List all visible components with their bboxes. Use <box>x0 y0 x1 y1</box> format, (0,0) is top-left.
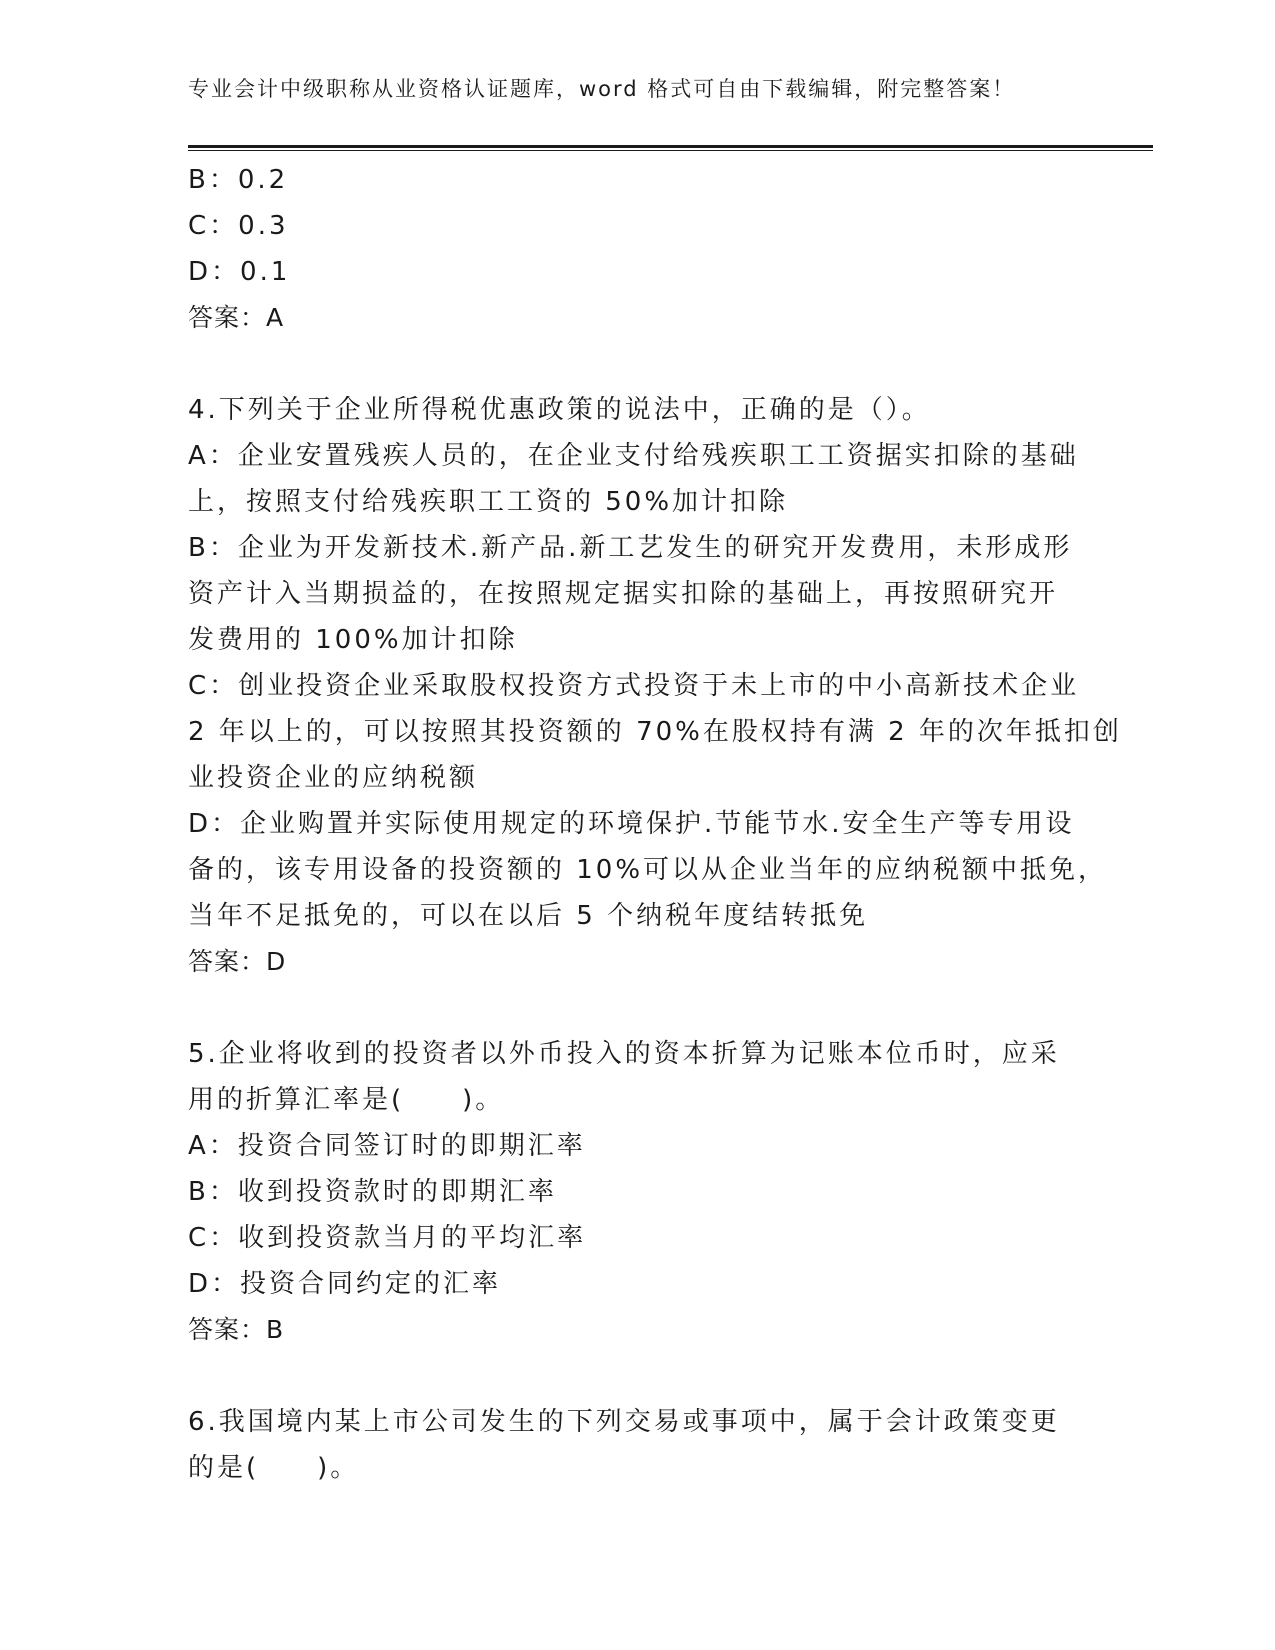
q4-option-d-line-1: D：企业购置并实际使用规定的环境保护.节能节水.安全生产等专用设 <box>188 809 1075 839</box>
q5-option-a: A：投资合同签订时的即期汇率 <box>188 1131 586 1161</box>
q3-answer: 答案：A <box>188 303 285 332</box>
q4-option-a-line-2: 上，按照支付给残疾职工工资的 50%加计扣除 <box>188 487 789 517</box>
q3-option-c: C：0.3 <box>188 211 289 241</box>
q6-stem-line-1: 6.我国境内某上市公司发生的下列交易或事项中，属于会计政策变更 <box>188 1407 1060 1437</box>
q4-option-a-line-1: A：企业安置残疾人员的，在企业支付给残疾职工工资据实扣除的基础 <box>188 441 1079 471</box>
q4-option-c-line-1: C：创业投资企业采取股权投资方式投资于未上市的中小高新技术企业 <box>188 671 1080 701</box>
q5-stem-line-1: 5.企业将收到的投资者以外币投入的资本折算为记账本位币时，应采 <box>188 1039 1060 1069</box>
spacer <box>188 341 1088 387</box>
page-header: 专业会计中级职称从业资格认证题库，word 格式可自由下载编辑，附完整答案！ <box>188 77 1016 101</box>
q5-option-c: C：收到投资款当月的平均汇率 <box>188 1223 587 1253</box>
q3-option-b: B：0.2 <box>188 165 289 195</box>
q4-option-b-line-3: 发费用的 100%加计扣除 <box>188 625 518 655</box>
q4-option-b-line-1: B：企业为开发新技术.新产品.新工艺发生的研究开发费用，未形成形 <box>188 533 1073 563</box>
header-rule-thick <box>188 145 1153 148</box>
q3-option-d: D：0.1 <box>188 257 291 287</box>
q4-option-c-line-2: 2 年以上的，可以按照其投资额的 70%在股权持有满 2 年的次年抵扣创 <box>188 717 1122 747</box>
q5-stem-line-2: 用的折算汇率是( )。 <box>188 1085 505 1115</box>
spacer <box>188 1353 1088 1399</box>
q5-answer: 答案：B <box>188 1315 285 1344</box>
q5-option-d: D：投资合同约定的汇率 <box>188 1269 502 1299</box>
q4-option-c-line-3: 业投资企业的应纳税额 <box>188 763 479 793</box>
q4-option-b-line-2: 资产计入当期损益的，在按照规定据实扣除的基础上，再按照研究开 <box>188 579 1059 609</box>
q4-stem: 4.下列关于企业所得税优惠政策的说法中，正确的是（）。 <box>188 395 931 425</box>
spacer <box>188 985 1088 1031</box>
q5-option-b: B：收到投资款时的即期汇率 <box>188 1177 557 1207</box>
q4-option-d-line-2: 备的，该专用设备的投资额的 10%可以从企业当年的应纳税额中抵免， <box>188 855 1108 885</box>
question-content <box>188 157 1122 1491</box>
q4-answer: 答案：D <box>188 947 287 976</box>
header-rule-thin <box>188 150 1153 151</box>
q4-option-d-line-3: 当年不足抵免的，可以在以后 5 个纳税年度结转抵免 <box>188 901 869 931</box>
q6-stem-line-2: 的是( )。 <box>188 1453 360 1483</box>
